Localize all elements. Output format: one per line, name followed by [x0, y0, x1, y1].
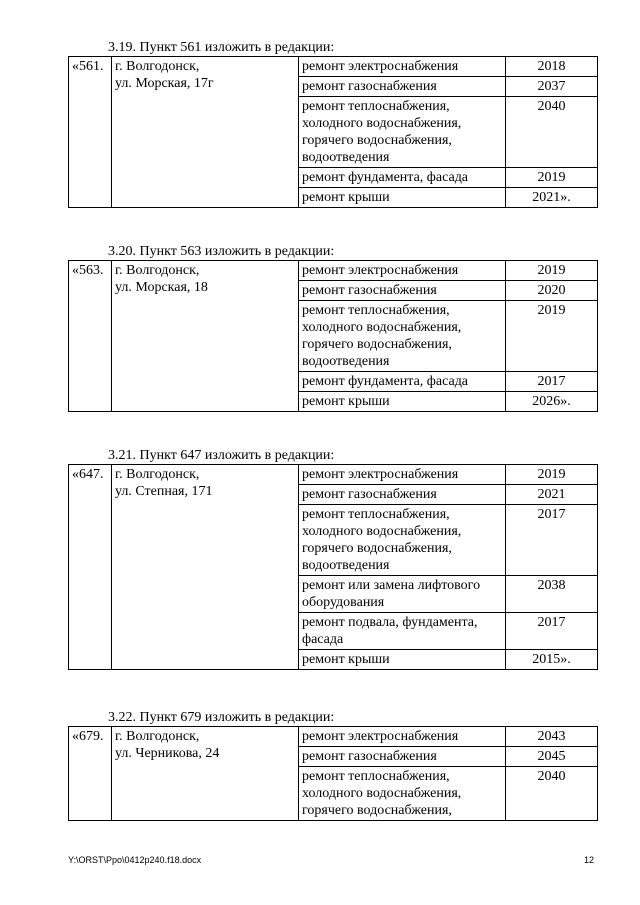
work-line: фасада — [302, 632, 344, 647]
year-cell: 2020 — [506, 281, 598, 301]
work-cell — [299, 77, 506, 97]
work-cell — [299, 767, 506, 821]
year-cell: 2017 — [506, 505, 598, 576]
address-line: г. Волгодонск, — [115, 729, 200, 744]
work-line: холодного водоснабжения, — [302, 524, 462, 539]
address-line: г. Волгодонск, — [115, 263, 200, 278]
work-line: ремонт фундамента, фасада — [302, 374, 469, 389]
work-line: ремонт электроснабжения — [302, 729, 459, 744]
year-cell: 2015». — [506, 650, 598, 670]
work-line: горячего водоснабжения, — [302, 133, 452, 148]
page-number: 12 — [583, 855, 594, 865]
work-line: горячего водоснабжения, — [302, 337, 452, 352]
year-cell: 2038 — [506, 576, 598, 613]
work-line: ремонт крыши — [302, 190, 390, 205]
work-line: холодного водоснабжения, — [302, 320, 462, 335]
work-line: ремонт теплоснабжения, — [302, 507, 450, 522]
table-row — [69, 261, 598, 281]
work-cell — [299, 465, 506, 485]
address-cell — [112, 261, 299, 412]
work-line: ремонт фундамента, фасада — [302, 170, 469, 185]
work-cell — [299, 650, 506, 670]
work-line: ремонт теплоснабжения, — [302, 99, 450, 114]
section-heading: 3.19. Пункт 561 изложить в редакции: — [108, 40, 335, 55]
work-cell — [299, 261, 506, 281]
address-line: г. Волгодонск, — [115, 467, 200, 482]
year-cell: 2026». — [506, 392, 598, 412]
address-line: ул. Морская, 17г — [115, 76, 214, 91]
work-cell — [299, 188, 506, 208]
year-cell: 2021 — [506, 485, 598, 505]
section-heading: 3.20. Пункт 563 изложить в редакции: — [108, 244, 335, 259]
work-cell — [299, 301, 506, 372]
address-line: ул. Степная, 171 — [115, 484, 213, 499]
address-line: ул. Морская, 18 — [115, 280, 208, 295]
table-row — [69, 465, 598, 485]
work-line: ремонт электроснабжения — [302, 467, 459, 482]
work-line: ремонт теплоснабжения, — [302, 303, 450, 318]
work-line: ремонт теплоснабжения, — [302, 769, 450, 784]
section-heading: 3.22. Пункт 679 изложить в редакции: — [108, 710, 335, 725]
work-line: ремонт подвала, фундамента, — [302, 615, 478, 630]
year-cell: 2019 — [506, 261, 598, 281]
section-heading: 3.21. Пункт 647 изложить в редакции: — [108, 448, 335, 463]
work-line: ремонт крыши — [302, 394, 390, 409]
work-cell — [299, 613, 506, 650]
work-cell — [299, 747, 506, 767]
work-cell — [299, 372, 506, 392]
work-cell — [299, 727, 506, 747]
year-cell: 2045 — [506, 747, 598, 767]
work-line: ремонт электроснабжения — [302, 263, 459, 278]
year-cell: 2019 — [506, 465, 598, 485]
work-line: водоотведения — [302, 354, 390, 369]
work-cell — [299, 168, 506, 188]
work-cell — [299, 57, 506, 77]
work-cell — [299, 97, 506, 168]
work-cell — [299, 576, 506, 613]
address-cell — [112, 57, 299, 208]
work-line: горячего водоснабжения, — [302, 541, 452, 556]
year-cell: 2019 — [506, 168, 598, 188]
work-line: ремонт газоснабжения — [302, 283, 437, 298]
work-line: оборудования — [302, 595, 385, 610]
table-row — [69, 57, 598, 77]
year-cell: 2021». — [506, 188, 598, 208]
work-line: ремонт крыши — [302, 652, 390, 667]
amendment-table — [68, 260, 598, 412]
work-cell — [299, 281, 506, 301]
amendment-table — [68, 726, 598, 821]
year-cell: 2018 — [506, 57, 598, 77]
work-line: водоотведения — [302, 150, 390, 165]
amendment-table — [68, 464, 598, 670]
address-line: ул. Черникова, 24 — [115, 746, 220, 761]
year-cell: 2037 — [506, 77, 598, 97]
address-cell — [112, 727, 299, 821]
year-cell: 2043 — [506, 727, 598, 747]
year-cell: 2017 — [506, 613, 598, 650]
work-line: горячего водоснабжения, — [302, 803, 452, 818]
year-cell: 2019 — [506, 301, 598, 372]
address-cell — [112, 465, 299, 670]
year-cell: 2017 — [506, 372, 598, 392]
work-line: ремонт газоснабжения — [302, 487, 437, 502]
work-line: ремонт или замена лифтового — [302, 578, 481, 593]
item-number: «679. — [69, 727, 112, 821]
work-cell — [299, 485, 506, 505]
year-cell: 2040 — [506, 97, 598, 168]
work-line: водоотведения — [302, 558, 390, 573]
work-line: ремонт электроснабжения — [302, 59, 459, 74]
footer-file-path: Y:\ORST\Ppo\0412p240.f18.docx — [68, 855, 202, 865]
year-cell: 2040 — [506, 767, 598, 821]
amendment-table — [68, 56, 598, 208]
work-cell — [299, 505, 506, 576]
address-line: г. Волгодонск, — [115, 59, 200, 74]
item-number: «647. — [69, 465, 112, 670]
item-number: «563. — [69, 261, 112, 412]
item-number: «561. — [69, 57, 112, 208]
work-line: ремонт газоснабжения — [302, 79, 437, 94]
work-cell — [299, 392, 506, 412]
work-line: холодного водоснабжения, — [302, 786, 462, 801]
work-line: ремонт газоснабжения — [302, 749, 437, 764]
table-row — [69, 727, 598, 747]
work-line: холодного водоснабжения, — [302, 116, 462, 131]
